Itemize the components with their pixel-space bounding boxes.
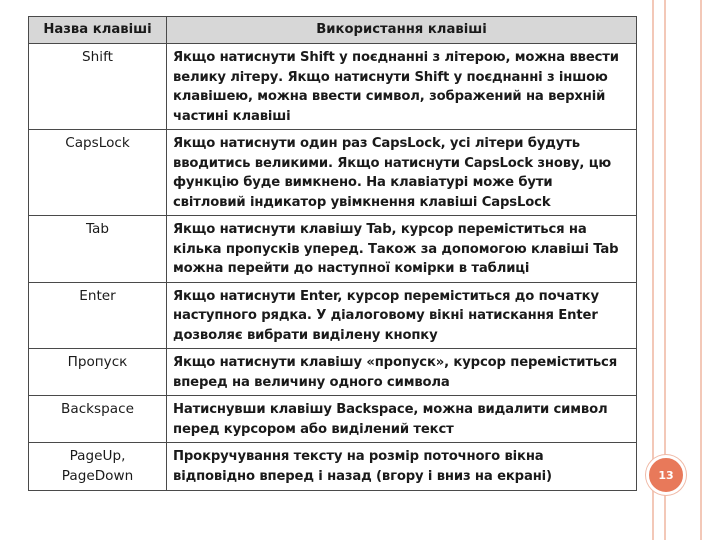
key-usage-cell: Якщо натиснути один раз CapsLock, усі літери будуть вводитись великими. Якщо натиснути CapsLock знову, цю функцію буде вимкнено. На клавіатурі може бути світловий індикатор увімкнення клавіші CapsLock: [167, 130, 637, 216]
key-usage-cell: Прокручування тексту на розмір поточного вікна відповідно вперед і назад (вгору і вниз на екрані): [167, 443, 637, 491]
table-row: [29, 282, 637, 349]
key-usage-cell: Натиснувши клавішу Backspace, можна видалити символ перед курсором або виділений текст: [167, 396, 637, 443]
table-row: [29, 44, 637, 130]
keys-table-wrapper: [28, 16, 636, 491]
frame-line: [700, 0, 702, 540]
table-row: [29, 396, 637, 443]
key-name-cell: Shift: [29, 44, 167, 130]
key-name-cell: Backspace: [29, 396, 167, 443]
key-usage-cell: Якщо натиснути Enter, курсор переміститься до початку наступного рядка. У діалоговому вікні натискання Enter дозволяє вибрати виділену кнопку: [167, 282, 637, 349]
table-row: [29, 349, 637, 396]
key-name-cell: Пропуск: [29, 349, 167, 396]
key-name-cell: Tab: [29, 216, 167, 283]
header-key-name: Назва клавіші: [29, 17, 167, 44]
table-row: [29, 216, 637, 283]
key-usage-cell: Якщо натиснути клавішу «пропуск», курсор переміститься вперед на величину одного символа: [167, 349, 637, 396]
key-usage-cell: Якщо натиснути Shift у поєднанні з літерою, можна ввести велику літеру. Якщо натиснути Shift у поєднанні з іншою клавішею, можна ввести символ, зображений на верхній частині клавіші: [167, 44, 637, 130]
key-name-cell: CapsLock: [29, 130, 167, 216]
header-key-usage: Використання клавіші: [167, 17, 637, 44]
key-usage-cell: Якщо натиснути клавішу Tab, курсор переміститься на кілька пропусків уперед. Також за допомогою клавіші Tab можна перейти до наступної комірки в таблиці: [167, 216, 637, 283]
table-row: [29, 443, 637, 491]
table-row: [29, 130, 637, 216]
page-number-badge: 13: [646, 455, 686, 495]
key-name-cell: PageUp, PageDown: [29, 443, 167, 491]
table-header-row: [29, 17, 637, 44]
keys-table: [28, 16, 637, 491]
key-name-cell: Enter: [29, 282, 167, 349]
